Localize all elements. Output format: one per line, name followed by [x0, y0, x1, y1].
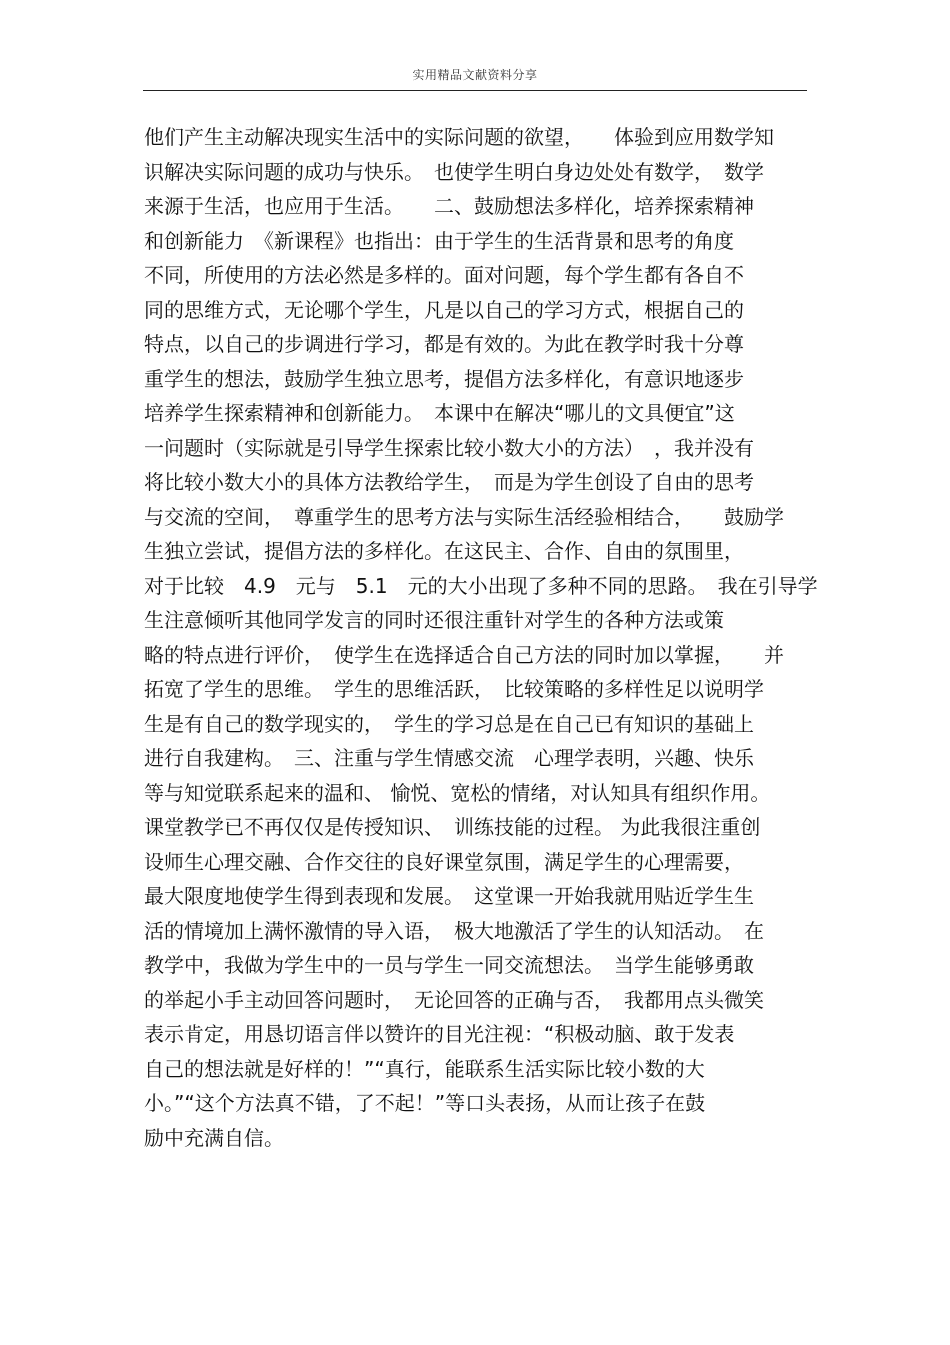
text-line: 小。”“这个方法真不错，了不起！”等口头表扬，从而让孩子在鼓 — [144, 1091, 706, 1115]
text-line: 不同，所使用的方法必然是多样的。面对问题，每个学生都有各自不 — [144, 263, 744, 287]
text-line: 来源于生活，也应用于生活。 二、鼓励想法多样化，培养探索精神 — [144, 194, 754, 218]
text-line: 生是有自己的数学现实的， 学生的学习总是在自己已有知识的基础上 — [144, 711, 754, 736]
text-line: 识解决实际问题的成功与快乐。 也使学生明白身边处处有数学， 数学 — [144, 159, 764, 184]
text-line: 一问题时（实际就是引导学生探索比较小数大小的方法） ，我并没有 — [144, 435, 754, 460]
text-line: 特点，以自己的步调进行学习，都是有效的。为此在教学时我十分尊 — [144, 332, 744, 356]
text-line: 同的思维方式，无论哪个学生，凡是以自己的学习方式，根据自己的 — [144, 297, 744, 322]
text-line: 自己的想法就是好样的！”“真行，能联系生活实际比较小数的大 — [144, 1056, 705, 1081]
text-line: 励中充满自信。 — [144, 1125, 284, 1150]
text-line: 和创新能力 《新课程》也指出：由于学生的生活背景和思考的角度 — [144, 228, 734, 253]
text-line: 生独立尝试，提倡方法的多样化。在这民主、合作、自由的氛围里， — [144, 539, 744, 563]
body-text — [144, 120, 818, 1155]
text-line: 课堂教学已不再仅仅是传授知识、 训练技能的过程。 为此我很注重创 — [144, 815, 761, 839]
text-line: 等与知觉联系起来的温和、 愉悦、宽松的情绪，对认知具有组织作用。 — [144, 780, 771, 805]
page-header: 实用精品文献资料分享 — [412, 68, 538, 82]
text-line: 最大限度地使学生得到表现和发展。 这堂课一开始我就用贴近学生生 — [144, 884, 754, 908]
text-line: 的举起小手主动回答问题时， 无论回答的正确与否， 我都用点头微笑 — [144, 987, 764, 1012]
text-line: 拓宽了学生的思维。 学生的思维活跃， 比较策略的多样性足以说明学 — [144, 677, 764, 701]
text-line: 活的情境加上满怀激情的导入语， 极大地激活了学生的认知活动。 在 — [144, 918, 764, 943]
header-divider — [143, 90, 807, 91]
text-line: 将比较小数大小的具体方法教给学生， 而是为学生创设了自由的思考 — [144, 470, 754, 494]
text-line: 略的特点进行评价， 使学生在选择适合自己方法的同时加以掌握， 并 — [144, 642, 784, 667]
text-line: 设师生心理交融、合作交往的良好课堂氛围，满足学生的心理需要， — [144, 849, 744, 874]
text-line: 生注意倾听其他同学发言的同时还很注重针对学生的各种方法或策 — [144, 608, 724, 632]
text-line: 进行自我建构。 三、注重与学生情感交流 心理学表明，兴趣、快乐 — [144, 746, 754, 770]
text-line: 培养学生探索精神和创新能力。 本课中在解决“哪儿的文具便宜”这 — [144, 401, 735, 425]
text-line: 对于比较 4.9 元与 5.1 元的大小出现了多种不同的思路。 我在引导学 — [144, 573, 818, 598]
text-line: 表示肯定，用恳切语言伴以赞许的目光注视：“积极动脑、敢于发表 — [144, 1022, 735, 1046]
text-line: 重学生的想法，鼓励学生独立思考，提倡方法多样化，有意识地逐步 — [144, 366, 744, 391]
text-line: 教学中，我做为学生中的一员与学生一同交流想法。 当学生能够勇敢 — [144, 953, 754, 977]
text-line: 与交流的空间， 尊重学生的思考方法与实际生活经验相结合， 鼓励学 — [144, 504, 784, 529]
text-line: 他们产生主动解决现实生活中的实际问题的欲望， 体验到应用数学知 — [144, 125, 774, 149]
